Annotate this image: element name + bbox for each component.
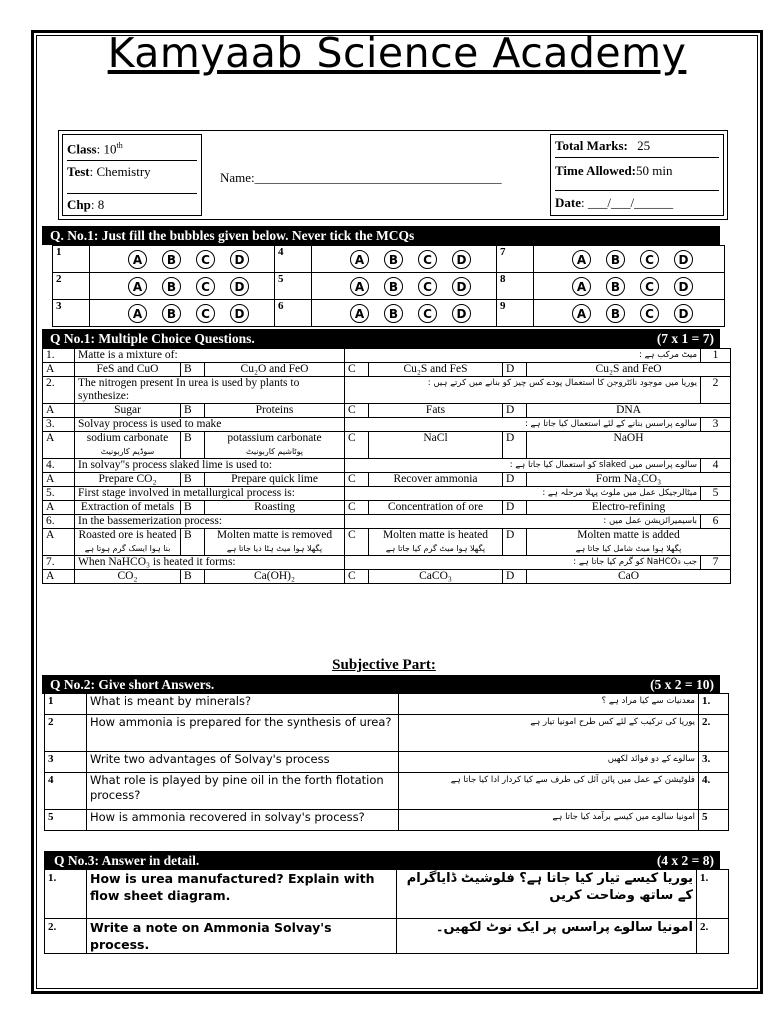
option-letter: D [503, 501, 527, 515]
answer-bubble[interactable]: C [196, 277, 215, 296]
detail-heading-text: Q No.3: Answer in detail. [54, 853, 200, 868]
mcq-option[interactable] [527, 570, 731, 584]
option-letter: B [181, 363, 205, 377]
chp-value: : 8 [90, 197, 105, 212]
short-urdu-number: 3. [699, 752, 729, 773]
mcq-urdu-number: 7 [701, 556, 731, 570]
answer-bubble[interactable]: D [452, 277, 471, 296]
subjective-title: Subjective Part: [332, 657, 436, 673]
detail-question-urdu: امونیا سالوے پراسس پر ایک نوٹ لکھیں۔ [397, 919, 697, 954]
mcq-question-urdu: جب NaHCO₃ کو گرم کیا جاتا ہے : [345, 556, 701, 570]
option-letter: B [181, 473, 205, 487]
mcq-option-text: Extraction of metals [80, 501, 175, 513]
option-letter: A [43, 363, 75, 377]
mcq-options-row [43, 501, 731, 515]
mcq-question-urdu: میٹالرجیکل عمل میں ملوث پہلا مرحلہ ہے : [345, 487, 701, 501]
bubble-options [534, 300, 725, 327]
mcq-option[interactable] [205, 404, 345, 418]
answer-bubble[interactable]: C [418, 250, 437, 269]
short-urdu-number: 4. [699, 773, 729, 810]
option-letter: C [345, 404, 369, 418]
answer-bubble[interactable]: B [606, 250, 625, 269]
short-question-urdu: امونیا سالوے میں کیسے برآمد کیا جاتا ہے [399, 810, 699, 831]
date-value: : ___/___/______ [581, 195, 674, 210]
mcq-heading [42, 329, 720, 348]
mcq-option[interactable] [205, 432, 345, 459]
mcq-question-urdu: سالوے پراسس میں slaked کو استعمال کیا جاتا ہے : [345, 459, 701, 473]
name-field: Name:______________________________________ [220, 170, 502, 185]
mcq-option-urdu: پگھلا ہوا میٹ ہٹا دیا جاتا ہے [226, 544, 323, 553]
answer-bubble[interactable]: D [230, 304, 249, 323]
short-question-urdu: یوریا کی ترکیب کے لئے کس طرح امونیا تیار ہے [399, 715, 699, 752]
mcq-question-text: Matte is a mixture of: [75, 349, 345, 363]
short-urdu-number: 2. [699, 715, 729, 752]
mcq-option[interactable] [75, 529, 181, 556]
mcq-option-text: Sugar [114, 404, 141, 416]
bubble-question-number: 1 [53, 246, 90, 273]
bubble-question-number: 8 [497, 273, 534, 300]
total-marks-label: Total Marks: [555, 138, 628, 153]
short-question-text: How ammonia is prepared for the synthesis of urea? [87, 715, 399, 752]
mcq-options-row [43, 529, 731, 556]
option-letter: C [345, 363, 369, 377]
mcq-question-row [43, 459, 731, 473]
mcq-option-text: potassium carbonate [227, 432, 322, 444]
mcq-option-urdu: پگھلا ہوا میٹ گرم کیا جاتا ہے [385, 544, 486, 553]
mcq-option[interactable] [75, 404, 181, 418]
mcq-question-urdu: سالوے پراسس بنانے کے لئے استعمال کیا جاتا ہے : [345, 418, 701, 432]
mcq-option[interactable] [527, 363, 731, 377]
bubble-row [53, 300, 725, 327]
answer-bubble[interactable]: B [606, 304, 625, 323]
mcq-number: 2. [43, 377, 75, 404]
option-letter: A [43, 570, 75, 584]
mcq-option-text: Prepare CO₂ [98, 473, 157, 485]
mcq-option-text: NaCl [423, 432, 448, 444]
bubble-question-number: 7 [497, 246, 534, 273]
short-urdu-number: 5 [699, 810, 729, 831]
time-value: 50 min [636, 163, 673, 178]
mcq-urdu-number: 6 [701, 515, 731, 529]
answer-bubble[interactable]: B [162, 250, 181, 269]
option-letter: C [345, 529, 369, 556]
answer-bubble[interactable]: B [384, 277, 403, 296]
mcq-number: 3. [43, 418, 75, 432]
mcq-question-text: Solvay process is used to make [75, 418, 345, 432]
short-question-urdu: سالوے کے دو فوائد لکھیں [399, 752, 699, 773]
mcq-option-text: Cu₂O and FeO [240, 363, 309, 375]
mcq-option[interactable] [369, 473, 503, 487]
mcq-options-row [43, 363, 731, 377]
class-sup: th [116, 141, 123, 150]
detail-urdu-number: 1. [697, 870, 729, 919]
mcq-question-row [43, 487, 731, 501]
mcq-number: 5. [43, 487, 75, 501]
bubble-heading [42, 226, 720, 245]
detail-heading [44, 851, 720, 870]
answer-bubble[interactable]: A [350, 277, 369, 296]
mcq-option-text: Fats [425, 404, 446, 416]
option-letter: A [43, 529, 75, 556]
class-label: Class [67, 141, 97, 157]
option-letter: A [43, 404, 75, 418]
mcq-option[interactable] [205, 363, 345, 377]
option-letter: C [345, 501, 369, 515]
mcq-question-text: The nitrogen present In urea is used by plants to synthesize: [75, 377, 345, 404]
mcq-number: 7. [43, 556, 75, 570]
mcq-option-text: Molten matte is added [577, 529, 680, 541]
answer-bubble[interactable]: D [674, 304, 693, 323]
bubble-options [534, 273, 725, 300]
mcq-option[interactable] [205, 570, 345, 584]
marks-box [550, 134, 724, 216]
mcq-question-row [43, 418, 731, 432]
mcq-question-row [43, 349, 731, 363]
bubble-question-number: 9 [497, 300, 534, 327]
short-number: 4 [45, 773, 87, 810]
option-letter: D [503, 404, 527, 418]
time-label: Time Allowed: [555, 163, 637, 178]
mcq-option-text: Roasted ore is heated [78, 529, 177, 541]
option-letter: A [43, 432, 75, 459]
mcq-option[interactable] [369, 363, 503, 377]
mcq-number: 6. [43, 515, 75, 529]
bubble-row [53, 246, 725, 273]
short-number: 3 [45, 752, 87, 773]
mcq-question-urdu: یوریا میں موجود نائٹروجن کا استعمال پودے کس چیز کو بنانے میں کرتے ہیں : [345, 377, 701, 404]
mcq-question-text: In solvay"s process slaked lime is used to: [75, 459, 345, 473]
bubble-question-number: 4 [275, 246, 312, 273]
class-value: : 10 [96, 141, 117, 157]
mcq-option[interactable] [205, 501, 345, 515]
test-label: Test [67, 164, 90, 179]
mcq-option[interactable] [527, 404, 731, 418]
mcq-option[interactable] [75, 363, 181, 377]
bubble-sheet [52, 245, 725, 327]
mcq-option[interactable] [369, 432, 503, 459]
bubble-options [90, 300, 275, 327]
mcq-option[interactable] [369, 529, 503, 556]
bubble-options [90, 273, 275, 300]
short-marks: (5 x 2 = 10) [650, 677, 714, 692]
mcq-option-text: Form Na₂CO₃ [595, 473, 662, 485]
detail-question-text: Write a note on Ammonia Solvay's process. [87, 919, 397, 954]
detail-questions-table [44, 869, 729, 954]
mcq-option-text: NaOH [613, 432, 644, 444]
mcq-question-text: In the bassemerization process: [75, 515, 345, 529]
mcq-option-text: Electro-refining [591, 501, 666, 513]
short-urdu-number: 1. [699, 694, 729, 715]
mcq-option-text: CaCO₃ [419, 570, 452, 582]
mcq-option-text: Prepare quick lime [231, 473, 318, 485]
option-letter: D [503, 473, 527, 487]
answer-bubble[interactable]: B [384, 304, 403, 323]
bubble-question-number: 6 [275, 300, 312, 327]
mcq-option-text: CaO [617, 570, 640, 582]
answer-bubble[interactable]: D [230, 277, 249, 296]
short-number: 5 [45, 810, 87, 831]
option-letter: C [345, 432, 369, 459]
answer-bubble[interactable]: A [128, 277, 147, 296]
mcq-question-row [43, 377, 731, 404]
test-value: : Chemistry [89, 164, 151, 179]
option-letter: D [503, 432, 527, 459]
detail-number: 2. [45, 919, 87, 954]
mcq-options-row [43, 570, 731, 584]
answer-bubble[interactable]: D [674, 277, 693, 296]
short-question-row [45, 773, 729, 810]
answer-bubble[interactable]: A [572, 250, 591, 269]
bubble-options [312, 246, 497, 273]
mcq-option-text: Cu₂S and FeS [403, 363, 468, 375]
mcq-option-text: CO₂ [117, 570, 138, 582]
mcq-question-text: When NaHCO₃ is heated it forms: [75, 556, 345, 570]
bubble-question-number: 5 [275, 273, 312, 300]
answer-bubble[interactable]: C [640, 250, 659, 269]
answer-bubble[interactable]: B [162, 277, 181, 296]
total-marks-value: 25 [637, 138, 651, 153]
short-question-row [45, 715, 729, 752]
bubble-options [90, 246, 275, 273]
bubble-options [534, 246, 725, 273]
mcq-option[interactable] [369, 501, 503, 515]
mcq-option-urdu: پوٹاشیم کاربونیٹ [246, 447, 303, 456]
chp-label: Chp [67, 197, 91, 212]
mcq-option[interactable] [75, 501, 181, 515]
bubble-options [312, 300, 497, 327]
short-number: 1 [45, 694, 87, 715]
mcq-option-text: Roasting [254, 501, 295, 513]
detail-question-row [45, 870, 729, 919]
short-question-text: Write two advantages of Solvay's process [87, 752, 399, 773]
mcq-question-row [43, 515, 731, 529]
mcq-option-text: Recover ammonia [393, 473, 478, 485]
answer-bubble[interactable]: C [418, 304, 437, 323]
short-questions-table [44, 693, 729, 831]
short-question-urdu: معدنیات سے کیا مراد ہے ؟ [399, 694, 699, 715]
short-number: 2 [45, 715, 87, 752]
mcq-option-urdu: بنا ہوا ایسک گرم ہوتا ہے [84, 544, 171, 553]
mcq-option-text: Molten matte is heated [382, 529, 489, 541]
option-letter: C [345, 570, 369, 584]
mcq-option-urdu: سوڈیم کاربونیٹ [100, 447, 155, 456]
bubble-row [53, 273, 725, 300]
detail-question-text: How is urea manufactured? Explain with flow sheet diagram. [87, 870, 397, 919]
option-letter: B [181, 529, 205, 556]
short-question-text: What role is played by pine oil in the forth flotation process? [87, 773, 399, 810]
mcq-option-urdu: پگھلا ہوا میٹ شامل کیا جاتا ہے [575, 544, 682, 553]
mcq-option-text: Ca(OH)₂ [253, 570, 296, 582]
detail-urdu-number: 2. [697, 919, 729, 954]
mcq-options-row [43, 473, 731, 487]
option-letter: B [181, 432, 205, 459]
mcq-urdu-number: 2 [701, 377, 731, 404]
short-question-urdu: فلوٹیشن کے عمل میں پائن آئل کی طرف سے کیا کردار ادا کیا جاتا ہے [399, 773, 699, 810]
option-letter: D [503, 570, 527, 584]
mcq-option-text: Proteins [255, 404, 294, 416]
short-heading-text: Q No.2: Give short Answers. [50, 677, 215, 692]
answer-bubble[interactable]: A [128, 250, 147, 269]
detail-number: 1. [45, 870, 87, 919]
mcq-number: 4. [43, 459, 75, 473]
mcq-option[interactable] [205, 473, 345, 487]
bubble-options [312, 273, 497, 300]
short-question-row [45, 694, 729, 715]
option-letter: D [503, 363, 527, 377]
answer-bubble[interactable]: B [384, 250, 403, 269]
answer-bubble[interactable]: C [418, 277, 437, 296]
short-question-text: How is ammonia recovered in solvay's process? [87, 810, 399, 831]
option-letter: B [181, 501, 205, 515]
bubble-question-number: 2 [53, 273, 90, 300]
mcq-question-text: First stage involved in metallurgical process is: [75, 487, 345, 501]
option-letter: B [181, 570, 205, 584]
answer-bubble[interactable]: C [196, 304, 215, 323]
answer-bubble[interactable]: D [674, 250, 693, 269]
mcq-question-urdu: باسیمیرائزیشن عمل میں : [345, 515, 701, 529]
mcq-option-text: sodium carbonate [86, 432, 169, 444]
short-question-row [45, 810, 729, 831]
mcq-option-text: DNA [616, 404, 641, 416]
mcq-option-text: Molten matte is removed [216, 529, 333, 541]
mcq-option[interactable] [75, 473, 181, 487]
mcq-option[interactable] [527, 432, 731, 459]
mcq-number: 1. [43, 349, 75, 363]
option-letter: B [181, 404, 205, 418]
mcq-option-text: FeS and CuO [96, 363, 159, 375]
mcq-urdu-number: 1 [701, 349, 731, 363]
bubble-question-number: 3 [53, 300, 90, 327]
mcq-option[interactable] [369, 570, 503, 584]
answer-bubble[interactable]: D [452, 250, 471, 269]
answer-bubble[interactable]: A [128, 304, 147, 323]
mcq-option[interactable] [205, 529, 345, 556]
detail-question-row [45, 919, 729, 954]
option-letter: C [345, 473, 369, 487]
answer-bubble[interactable]: D [230, 250, 249, 269]
class-box [62, 134, 202, 216]
mcq-options-row [43, 432, 731, 459]
short-question-row [45, 752, 729, 773]
mcq-option-text: Concentration of ore [387, 501, 484, 513]
mcq-option[interactable] [75, 432, 181, 459]
date-label: Date [555, 195, 581, 210]
mcq-urdu-number: 3 [701, 418, 731, 432]
detail-question-urdu: یوریا کیسے تیار کیا جاتا ہے؟ فلوشیٹ ڈایاگرام کے ساتھ وضاحت کریں [397, 870, 697, 919]
answer-bubble[interactable]: B [162, 304, 181, 323]
answer-bubble[interactable]: A [572, 277, 591, 296]
mcq-option-text: Cu₂S and FeO [595, 363, 662, 375]
answer-bubble[interactable]: A [572, 304, 591, 323]
mcq-option[interactable] [369, 404, 503, 418]
short-question-text: What is meant by minerals? [87, 694, 399, 715]
mcq-question-urdu: میٹ مرکب ہے : [345, 349, 701, 363]
answer-bubble[interactable]: C [640, 304, 659, 323]
mcq-urdu-number: 5 [701, 487, 731, 501]
mcq-heading-text: Q No.1: Multiple Choice Questions. [50, 331, 255, 346]
bubble-heading-text: Q. No.1: Just fill the bubbles given below. Never tick the MCQs [50, 228, 415, 243]
short-heading [42, 675, 720, 694]
mcq-options-row [43, 404, 731, 418]
option-letter: D [503, 529, 527, 556]
mcq-option[interactable] [75, 570, 181, 584]
option-letter: A [43, 473, 75, 487]
mcq-marks: (7 x 1 = 7) [656, 331, 714, 346]
answer-bubble[interactable]: A [350, 250, 369, 269]
option-letter: A [43, 501, 75, 515]
mcq-question-row [43, 556, 731, 570]
mcq-urdu-number: 4 [701, 459, 731, 473]
answer-bubble[interactable]: A [350, 304, 369, 323]
mcq-option[interactable] [527, 501, 731, 515]
answer-bubble[interactable]: B [606, 277, 625, 296]
mcq-option[interactable] [527, 473, 731, 487]
academy-title: Kamyaab Science Academy [107, 29, 687, 77]
answer-bubble[interactable]: C [196, 250, 215, 269]
mcq-option[interactable] [527, 529, 731, 556]
answer-bubble[interactable]: C [640, 277, 659, 296]
detail-marks: (4 x 2 = 8) [656, 853, 714, 868]
mcq-table [42, 348, 731, 584]
answer-bubble[interactable]: D [452, 304, 471, 323]
